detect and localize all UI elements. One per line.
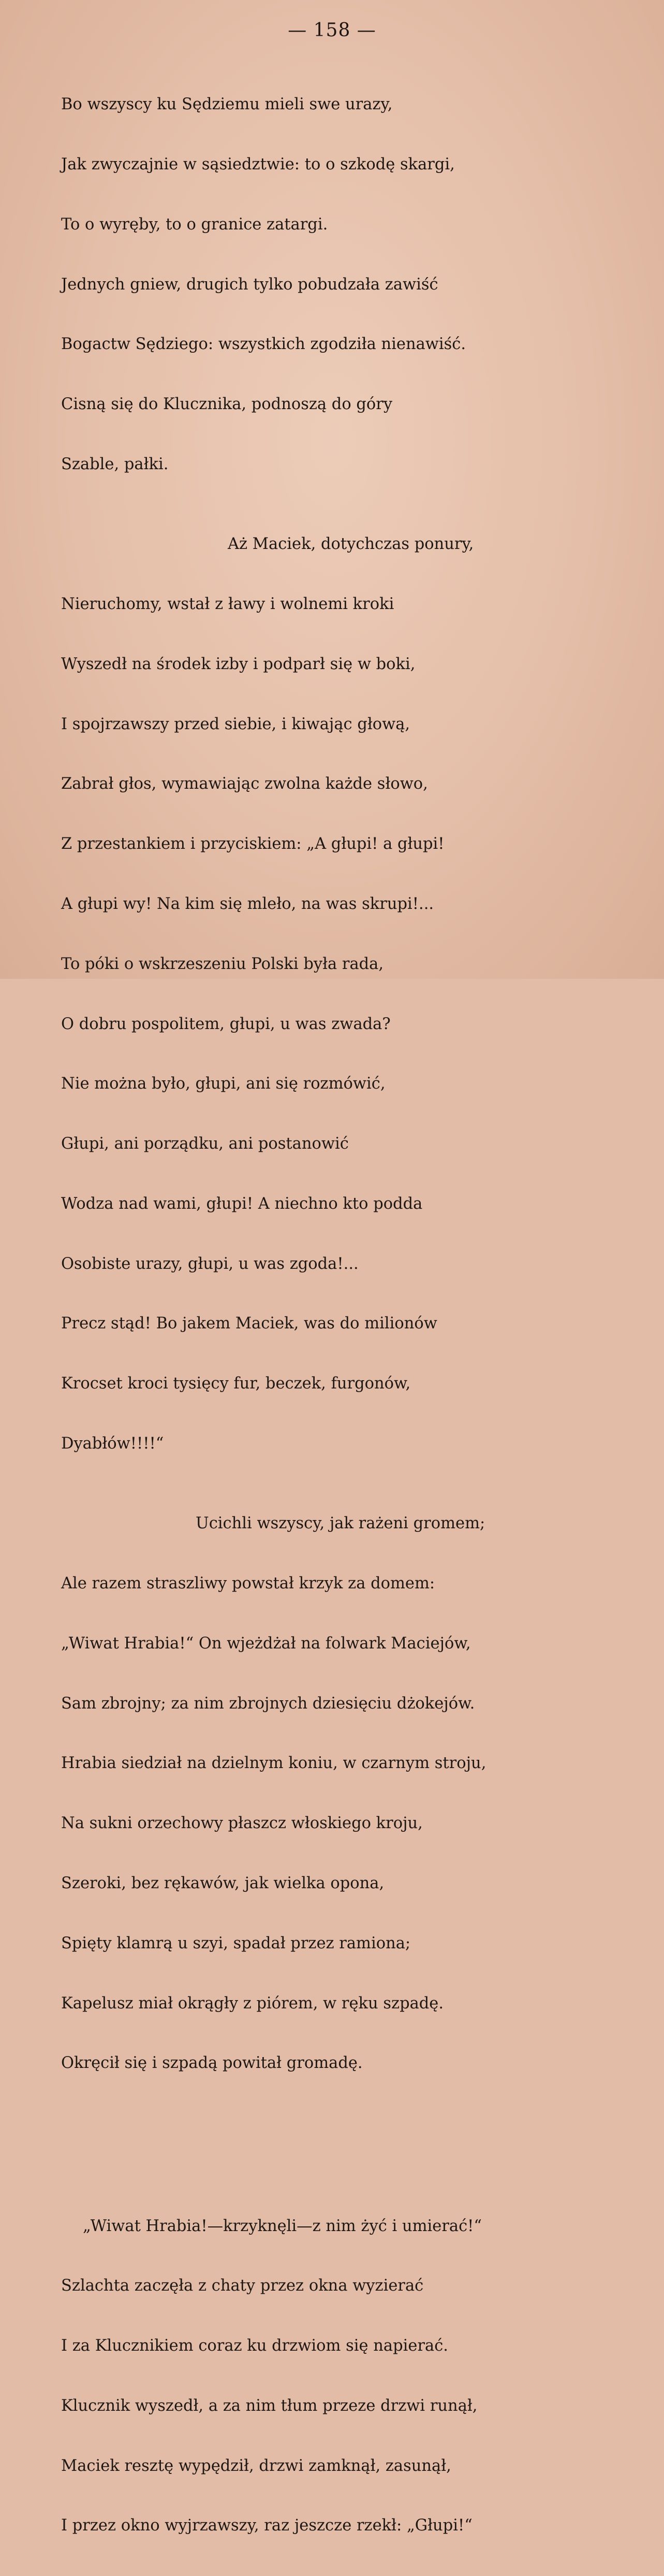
poem-line: Krocset kroci tysięcy fur, beczek, furgonów, (61, 1374, 411, 1393)
poem-line: Klucznik wyszedł, a za nim tłum przeze drzwi runął, (61, 2396, 478, 2415)
poem-line: Osobiste urazy, głupi, u was zgoda!... (61, 1254, 359, 1273)
poem-line: Z przestankiem i przyciskiem: „A głupi! a głupi! (61, 835, 445, 853)
poem-line: Nieruchomy, wstał z ławy i wolnemi kroki (61, 595, 394, 614)
poem-line: Nie można było, głupi, ani się rozmówić, (61, 1075, 386, 1093)
poem-line: Ale razem straszliwy powstał krzyk za domem: (61, 1574, 435, 1593)
poem-line: Jednych gniew, drugich tylko pobudzała zawiść (61, 275, 438, 294)
poem-line: To o wyręby, to o granice zatargi. (61, 215, 328, 234)
page-number: — 158 — (288, 20, 376, 41)
poem-line: Zabrał głos, wymawiając zwolna każde słowo, (61, 775, 428, 793)
poem-line: I przez okno wyjrzawszy, raz jeszcze rzekł: „Głupi!“ (61, 2516, 473, 2535)
poem-line: „Wiwat Hrabia!—krzyknęli—z nim żyć i umierać!“ (83, 2217, 482, 2235)
poem-line: Okręcił się i szpadą powitał gromadę. (61, 2054, 363, 2073)
poem-line: Szlachta zaczęła z chaty przez okna wyzierać (61, 2277, 424, 2295)
poem-line: Dyabłów!!!!“ (61, 1434, 164, 1453)
poem-line: Precz stąd! Bo jakem Maciek, was do milionów (61, 1314, 437, 1333)
poem-line: A głupi wy! Na kim się mleło, na was skrupi!... (61, 894, 434, 913)
poem-line: Kapelusz miał okrągły z piórem, w ręku szpadę. (61, 1994, 444, 2013)
poem-line: Bogactw Sędziego: wszystkich zgodziła nienawiść. (61, 335, 466, 354)
poem-line: Hrabia siedział na dzielnym koniu, w czarnym stroju, (61, 1754, 486, 1773)
poem-line: Na sukni orzechowy płaszcz włoskiego kroju, (61, 1814, 423, 1833)
poem-line: Sam zbrojny; za nim zbrojnych dziesięciu dżokejów. (61, 1694, 475, 1713)
poem-line: Wyszedł na środek izby i podparł się w boki, (61, 655, 416, 673)
poem-line: Głupi, ani porządku, ani postanowić (61, 1135, 349, 1153)
poem-line: Wodza nad wami, głupi! A niechno kto podda (61, 1194, 423, 1213)
poem-line: Szable, pałki. (61, 455, 169, 473)
stanza-gap (61, 2134, 620, 2157)
poem-line: O dobru pospolitem, głupi, u was zwada? (61, 1015, 391, 1033)
poem-line: Jak zwyczajnie w sąsiedztwie: to o szkodę skargi, (61, 155, 455, 173)
poem-line: Spięty klamrą u szyi, spadał przez ramiona; (61, 1934, 411, 1952)
poem-line: Szeroki, bez rękawów, jak wielka opona, (61, 1874, 385, 1893)
poem-line: Maciek resztę wypędził, drzwi zamknął, zasunął, (61, 2456, 451, 2475)
poem-line: Ucichli wszyscy, jak rażeni gromem; (196, 1514, 485, 1533)
poem-line: I spojrzawszy przed siebie, i kiwając głową, (61, 715, 410, 733)
poem-line: Cisną się do Klucznika, podnoszą do góry (61, 395, 393, 414)
poem-line: I za Klucznikiem coraz ku drzwiom się napierać. (61, 2337, 448, 2355)
poem-line: Bo wszyscy ku Sędziemu mieli swe urazy, (61, 95, 393, 114)
poem-line: „Wiwat Hrabia!“ On wjeżdżał na folwark Maciejów, (61, 1634, 471, 1653)
poem-text (61, 55, 620, 2576)
poem-line: To póki o wskrzeszeniu Polski była rada, (61, 954, 384, 973)
poem-line: Aż Maciek, dotychczas ponury, (228, 535, 474, 554)
